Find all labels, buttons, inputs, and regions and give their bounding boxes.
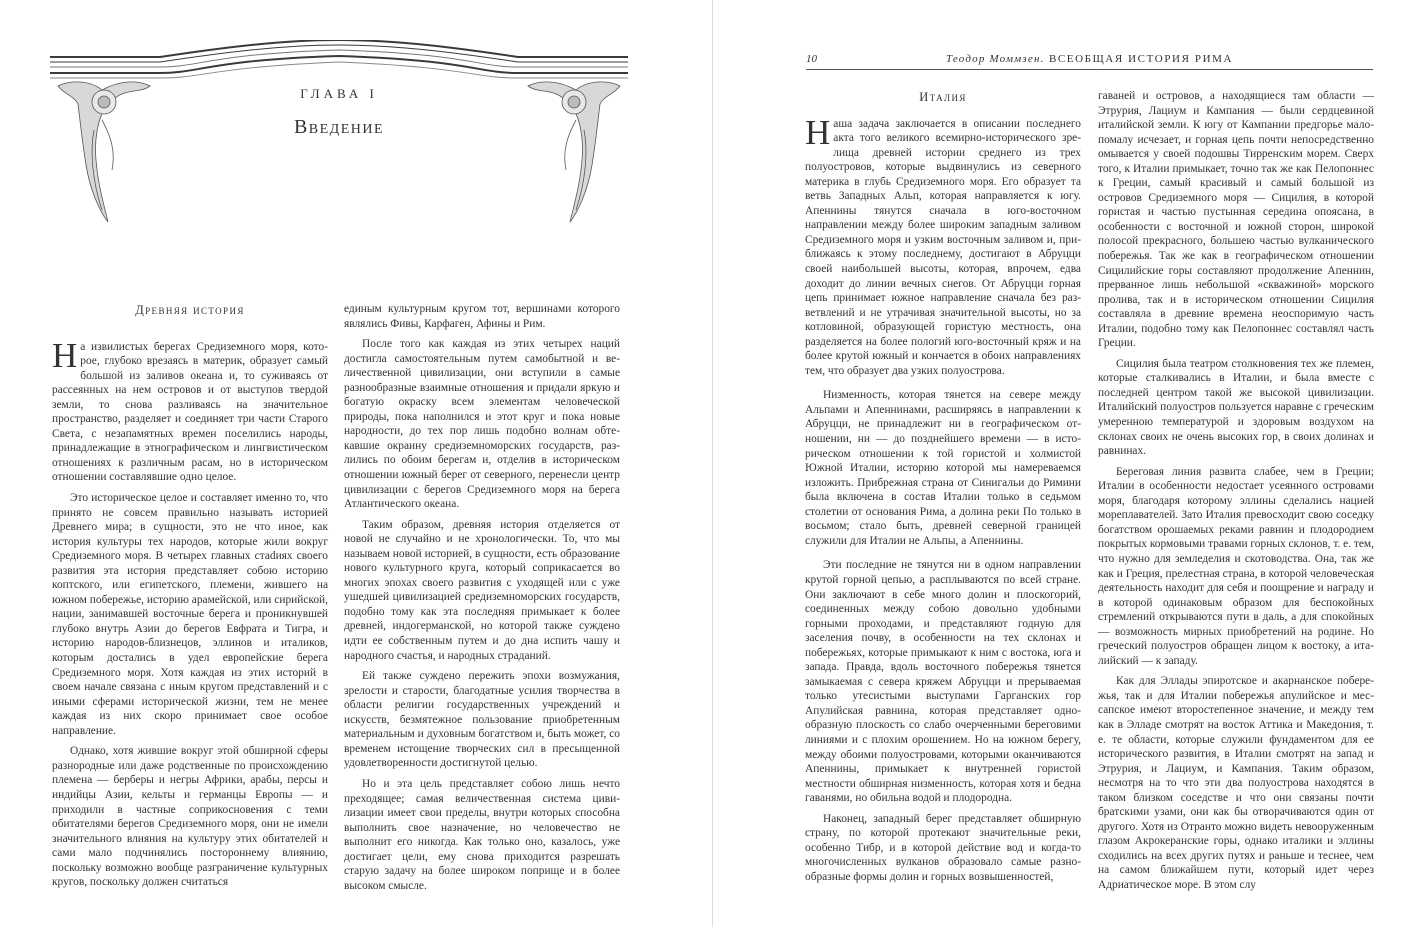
section-title: Италия [919, 90, 967, 104]
chapter-title: Введение [293, 116, 385, 138]
paragraph: Но и эта цель представляет собою лишь нечто преходящее; самая величественная система цивилизации имеет свои пределы, внутри которых способна выполнить свое назначение, но человечество не выполнит его никогда. Как только оно, казалось, уже достигает цели, ему снова приходится разрешать старую задачу на более широком поприще и в более высоком смысле. [344, 777, 620, 892]
paragraph: Береговая линия развита слабее, чем в Греции; Италии в особенности недостает усеянного островами моря, благодаря которому эллины сделались нацией мореплавателей. Зато Италия превосходит свою соседку богатством орошаемых реками равнин и плодородием покрытых кормовыми травами горных склонов, т. е. тем, что нужно для земледелия и скотоводства. Она, так же как и Греция, прелестная страна, в которой человеческая деятельность находит для себя и поощрение и награду и в которой одинаковым образом для беспокойных стремлений открываются пути в даль, а для спокойных — возможность мирных приобретений на родине. Но греческий полуостров обращен лицом к востоку, а италийский — к западу. [1098, 465, 1375, 667]
ornament-arch-outer [50, 50, 628, 67]
running-title [806, 53, 1373, 65]
page-number: 10 [806, 53, 817, 65]
ornament-right-bracket [528, 82, 620, 222]
paragraph: Как для Эллады эпиротское и акарнанское побережья, так и для Италии побережья апулийское и мессапское имеют второстепенное значение, и между тем как в Элладе смотрят на восток Аттика и Македония, т. е. те области, которые служили фундаментом для ее исторического развития, в Италии смотрят на запад и Этрурия, и Лациум, и Кампания. Таким образом, несмотря на то что эти два полуострова находятся в таком близком соседстве и что они связаны почти братскими узами, они как бы отворачиваются один от другого. Хотя из Отранто можно видеть невооруженным глазом Акрокеранские горы, однако италики и эллины сходились на всех других путях и раньше и теснее, чем на самом ближайшем пути, который идет через Адриатическое море. В этом слу [1098, 675, 1374, 891]
section-title: Древняя история [135, 303, 245, 317]
ornament-top-rail-inner [50, 45, 628, 62]
paragraph: Таким образом, древняя история отделяется от новой не случайно и не хронологически. То, что мы называем новой историей, в сущности, есть образование нового культурного круга, который соприкасается во многих эпохах своего развития с уходящей или с уже ушедшей цивилизацией средиземноморских государств, подобно тому как эта последняя примыкает к более древней, индогерманской, но которой также суждено идти ее собственным путем и до дна испить чашу и народного счастья, и народных страданий. [344, 518, 620, 662]
left-page-column-2 [344, 302, 620, 899]
right-page-column-1 [805, 90, 1081, 890]
paragraph: Низменность, которая тянется на севере между Альпами и Апеннинами, расширяясь в направлении к Абруцци, не принадлежит ни в географическом отношении, ни — до позднейшего времени — в историческом отношении к той гористой и холмистой Южной Италии, историю которой мы намереваемся изложить. Прибрежная страна от Синигальи до Римини была включена в состав Италии только в седьмом столетии от основания Рима, а долина реки По только в восьмом; стало быть, древней северной границей служили для Италии не Альпы, а Апеннины. [805, 389, 1081, 547]
running-head-author: Теодор Моммзен. [945, 53, 1045, 65]
ornament-top-rail-outer [50, 40, 628, 57]
drop-cap: Н [805, 112, 831, 152]
paragraph: После того как каждая из этих четырех наций достигла самостоятельным путем самобытной и величественной цивилизации, они вступили в самые разнообразные взаимные отношения и придали яркую и богатую окраску всем элементам человеческой природы, пока наполнился и этот круг и пока новые народности, до тех пор лишь подобно волнам обтекавшие окраину средиземноморских государств, разлились по обоим берегам и, отделив в историческом отношении южный берег от северного, перенесли центр цивилизации с берегов Средиземного моря на берега Атлантического океана. [344, 338, 620, 511]
paragraph: Наша задача заключается в описании последнего акта того великого всемирно-исторического зрелища древней истории среднего из трех полуостровов, которые выдвинулись из северного материка в глубь Средиземного моря. Его образует та ветвь Западных Альп, которая направляется к югу. Апеннины тянутся сначала в юго-восточном направлении между более широким западным заливом Средиземного моря и узким восточным заливом и, приближаясь к этому последнему, достигают в Абруцци своей наибольшей высоты, которая, впрочем, едва доходит до линии вечных снегов. От Абруцци горная цепь принимает южное направление сначала без разветвлений и не утрачивая значительной высоты, но за котловиной, образующей гористую местность, она разделяется на более пологий юго-восточный кряж и на более крутой южный и кончается в обоих направлениях тем, что образует два узких полуострова. [805, 112, 1081, 377]
paragraph: Эти последние не тянутся ни в одном направлении крутой горной цепью, а расплываются по всей стране. Они заключают в себе много долин и плоскогорий, соединенных между собою довольно удобными горными проходами, и представляют годную для заселения почву, в особенности на тех склонах и побережьях, которые примыкают к ним с востока, юга и запада. Правда, вдоль восточного побережья тянется замыкаемая с севера кряжем Абруцци и прерываемая только утесистыми выступами Гарганских гор Апулийская равнина, которая представляет однообразную плоскость со слабо очерченными береговими линиями и с плохим орошением. Но на южном берегу, между обоими полуостровами, которыми оканчиваются Апеннины, примыкает к внутренней гористой местности обширная низменность, которая хотя и бедна гаванями, но обильна водой и плодородна. [805, 559, 1081, 805]
right-page-column-2 [1098, 89, 1374, 899]
paragraph: Это историческое целое и составляет именно то, что принято не совсем правильно называть историей Древнего мира; в сущности, это не что иное, как история культуры тех народов, которые жили вокруг Средиземного моря. В четырех главных стаdиях своего развития эта история представляет собою историю коптского, или египетского, племени, жившего на южном побережье, историю арамейской, или сирийской, нации, занимавшей восточные берега и проникнувшей глубоко внутрь Азии до берегов Евфрата и Тигра, и историю народов-близнецов, эллинов и италиков, которым достались в удел европейские берега Средиземного моря. Хотя каждая из этих историй в своем начале связана с иным кругом представлений и с иными сферами исторической жизни, тем не менее каждая из них скоро принимает свое особое направление. [52, 492, 328, 737]
paragraph: гаваней и островов, а находящиеся там области — Этрурия, Лациум и Кампания — были сердцевиной италийской земли. К югу от Кампании предгорье мало-помалу исчезает, и горная цепь почти непосредственно омывается у своей подошвы Тирренским морем. Сверх того, к Италии примыкает, точно так же как Пелопоннес к Греции, самый красивый и самый большой из островов Средиземного моря — Сицилия, в которой гористая и частью пустынная середина опоясана, в особенности с восточной и южной сторон, широкой полосой прекрасного, большею частью вулканического побережья. Так же как в географическом отношении Сицилийские горы составляют продолжение Апеннин, прерванное лишь небольшой «скважиной» морского пролива, так и в историческом отношении Сицилия составляла в древние времена неоспоримую часть Италии, подобно тому как Пелопоннес составлял часть Греции. [1098, 90, 1374, 350]
running-head-book-title: ВСЕОБЩАЯ ИСТОРИЯ РИМА [1048, 53, 1234, 65]
paragraph: Однако, хотя жившие вокруг этой обширной сферы разнородные или даже родственные по происхождению племена — берберы и негры Африки, арабы, персы и индийцы Азии, кельты и германцы Европы — и приходили в частные соприкосновения с теми обитателями берегов Средиземного моря, они не имели значительного влияния на культуру этих обитателей и сами мало подчинялись постороннему влиянию, поскольку возможно вообще разграничение культурных кругов, поскольку должен считаться [52, 745, 328, 889]
ornament-arch-inner [50, 56, 628, 73]
drop-cap: Н [52, 335, 78, 375]
paragraph: На извилистых берегах Средиземного моря, которое, глубоко врезаясь в материк, образует самый большой из заливов океана и, то суживаясь от рассеянных на нем островов и от выступов твердой земли, то снова разливаясь на значительное пространство, разделяет и соединяет три части Старого Света, с незапамятных времен поселились народы, принадлежащие в этнографическом и лингвистическом отношениях к различным расам, но в историческом отношении составлявшие одно целое. [52, 335, 328, 484]
paragraph: Наконец, западный берег представляет обширную страну, по которой протекают значительные реки, особенно Тибр, и в которой действие вод и когда-то многочисленных вулканов образовало самые разнообразные формы долин и горных возвышенностей, [805, 812, 1081, 883]
paragraph: Ей также суждено пережить эпохи возмужания, зрелости и старости, благодатные усилия творчества в области религии государственных учреждений и искусств, безмятежное пользование приобретенным материальным и духовным богатством и, быть может, со временем истощение творческих сил в пресыщенной удовлетворенности достигнутой целью. [344, 670, 620, 770]
left-page-column-1 [52, 303, 328, 896]
paragraph: единым культурным кругом тот, вершинами которого являлись Фивы, Карфаген, Афины и Рим. [344, 303, 620, 330]
chapter-label: ГЛАВА I [300, 86, 378, 101]
paragraph: Сицилия была театром столкновения тех же племен, которые сталкивались в Италии, и была вместе с последней центром такой же высокой цивилизации. Италийский полуостров пользуется наравне с греческим умеренною температурой и здоровым воздухом на склонах своих не очень высоких гор, в своих долинах и равнинах. [1098, 357, 1374, 458]
ornament-left-bracket [58, 82, 150, 222]
running-head [806, 53, 1373, 70]
